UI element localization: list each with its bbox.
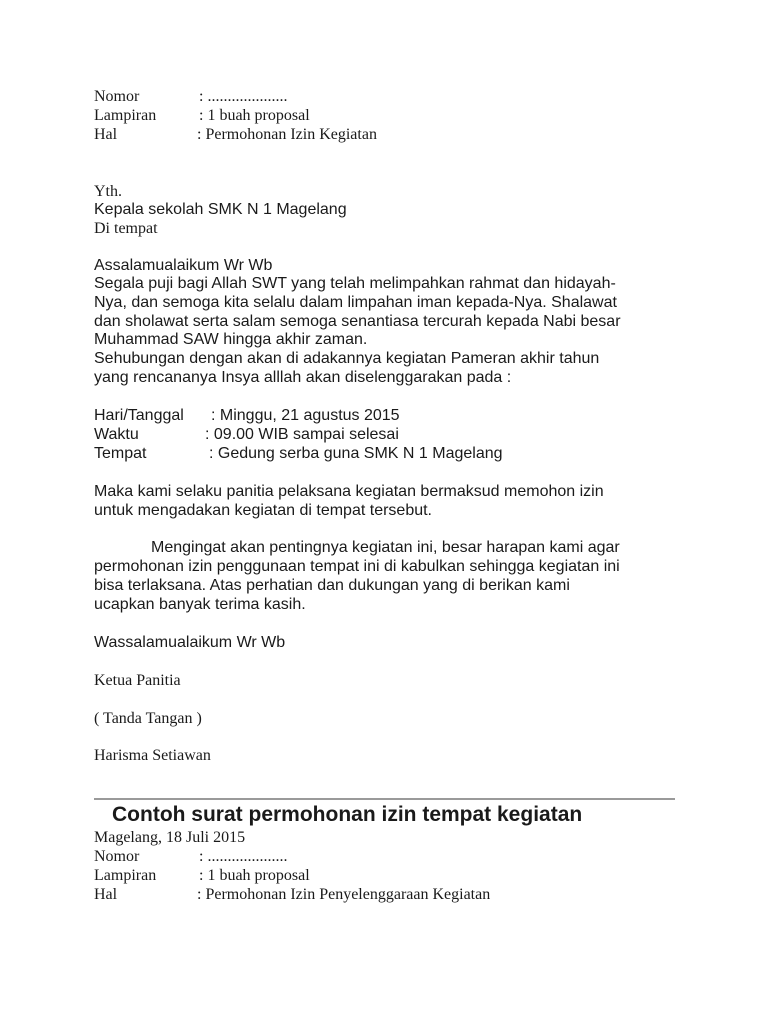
body-line: yang rencananya Insya alllah akan diselenggarakan pada : [94, 369, 512, 386]
second-hal-row [94, 885, 490, 904]
time-label: Waktu [94, 426, 139, 443]
signature-placeholder: ( Tanda Tangan ) [94, 710, 202, 727]
closing-line: bisa terlaksana. Atas perhatian dan dukungan yang di berikan kami [94, 577, 570, 594]
closing-line: permohonan izin penggunaan tempat ini di kabulkan sehingga kegiatan ini [94, 558, 620, 575]
header-lampiran-row [94, 106, 310, 125]
lampiran-value: : 1 buah proposal [199, 107, 310, 124]
second-nomor-label: Nomor [94, 848, 140, 865]
second-hal-value: : Permohonan Izin Penyelenggaraan Kegiatan [197, 886, 491, 903]
recipient-place: Di tempat [94, 220, 158, 237]
header-hal-row [94, 125, 377, 144]
place-value: : Gedung serba guna SMK N 1 Magelang [209, 445, 503, 462]
second-lampiran-row [94, 866, 310, 885]
date-value: : Minggu, 21 agustus 2015 [211, 407, 400, 424]
recipient-yth: Yth. [94, 183, 122, 200]
body-line: dan sholawat serta salam semoga senantiasa tercurah kepada Nabi besar [94, 313, 621, 330]
signature-name: Harisma Setiawan [94, 747, 211, 764]
nomor-value: : .................... [199, 88, 288, 105]
recipient-name: Kepala sekolah SMK N 1 Magelang [94, 201, 347, 218]
hal-label: Hal [94, 126, 118, 143]
greeting: Assalamualaikum Wr Wb [94, 257, 273, 274]
header-nomor-row [94, 87, 287, 106]
request-line: Maka kami selaku panitia pelaksana kegiatan bermaksud memohon izin [94, 483, 604, 500]
detail-place-row [94, 444, 503, 463]
body-line: Nya, dan semoga kita selalu dalam limpahan iman kepada-Nya. Shalawat [94, 294, 617, 311]
lampiran-label: Lampiran [94, 107, 157, 124]
second-nomor-row [94, 847, 287, 866]
body-line: Segala puji bagi Allah SWT yang telah melimpahkan rahmat dan hidayah- [94, 275, 616, 292]
time-value: : 09.00 WIB sampai selesai [205, 426, 399, 443]
closing-line: Mengingat akan pentingnya kegiatan ini, besar harapan kami agar [151, 539, 620, 556]
signature-role: Ketua Panitia [94, 672, 181, 689]
closing-line: ucapkan banyak terima kasih. [94, 596, 306, 613]
detail-time-row [94, 425, 399, 444]
section-divider [94, 798, 675, 800]
place-label: Tempat [94, 445, 147, 462]
nomor-label: Nomor [94, 88, 140, 105]
body-line: Sehubungan dengan akan di adakannya kegiatan Pameran akhir tahun [94, 350, 600, 367]
body-line: Muhammad SAW hingga akhir zaman. [94, 331, 368, 348]
hal-value: : Permohonan Izin Kegiatan [197, 126, 377, 143]
second-lampiran-label: Lampiran [94, 867, 157, 884]
date-label: Hari/Tanggal [94, 407, 184, 424]
second-nomor-value: : .................... [199, 848, 288, 865]
second-hal-label: Hal [94, 886, 118, 903]
request-line: untuk mengadakan kegiatan di tempat tersebut. [94, 502, 432, 519]
section-heading: Contoh surat permohonan izin tempat kegiatan [112, 803, 583, 826]
detail-date-row [94, 406, 400, 425]
second-lampiran-value: : 1 buah proposal [199, 867, 310, 884]
farewell: Wassalamualaikum Wr Wb [94, 634, 286, 651]
second-place-date: Magelang, 18 Juli 2015 [94, 829, 246, 846]
